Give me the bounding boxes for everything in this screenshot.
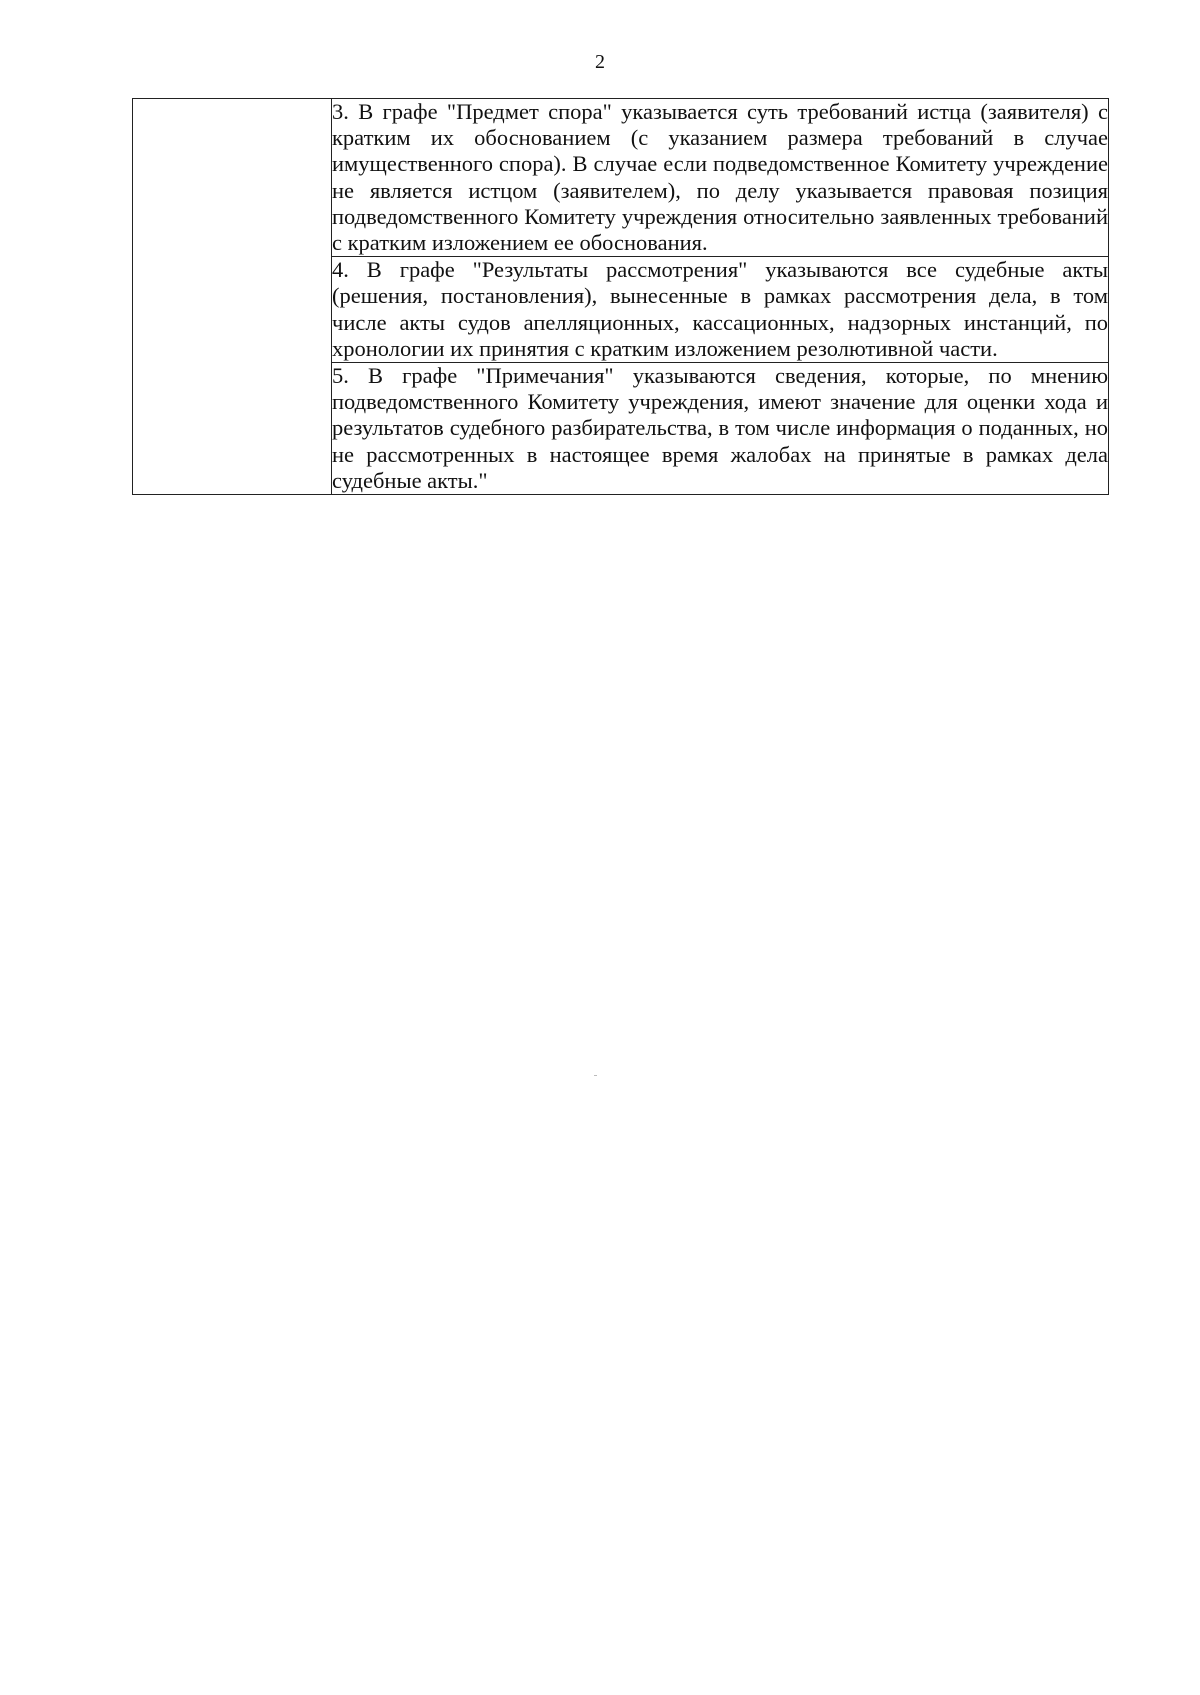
text-cell-item-3: [332, 99, 1109, 257]
scan-speck: [594, 1075, 597, 1076]
paragraph-item-5: 5. В графе "Примечания" указываются сведения, которые, по мнению подведомственного Комитету учреждения, имеют значение для оценки хода и результатов судебного разбирательства, в том числе информация о поданных, но не рассмотренных в настоящее время жалобах на принятые в рамках дела судебные акты.": [332, 363, 1108, 493]
paragraph-item-4: 4. В графе "Результаты рассмотрения" указываются все судебные акты (решения, постановления), вынесенные в рамках рассмотрения дела, в том числе акты судов апелляционных, кассационных, надзорных инстанций, по хронологии их принятия с кратким изложением резолютивной части.: [332, 257, 1108, 361]
left-column-cell: [133, 99, 332, 495]
text-cell-item-5: [332, 363, 1109, 495]
page-number: 2: [595, 51, 605, 73]
text-cell-item-4: [332, 257, 1109, 363]
table-row: [133, 99, 1109, 257]
paragraph-item-3: 3. В графе "Предмет спора" указывается суть требований истца (заявителя) с кратким их обоснованием (с указанием размера требований в случае имущественного спора). В случае если подведомственное Комитету учреждение не является истцом (заявителем), по делу указывается правовая позиция подведомственного Комитету учреждения относительно заявленных требований с кратким изложением ее обоснования.: [332, 99, 1108, 256]
instructions-table: [132, 98, 1109, 495]
